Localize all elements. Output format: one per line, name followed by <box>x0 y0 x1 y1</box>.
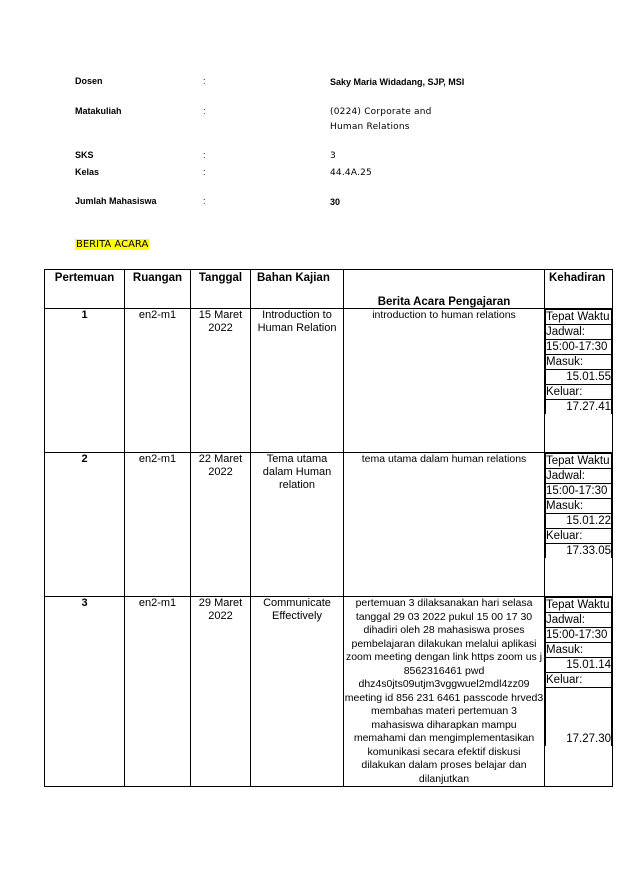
colon: : <box>203 196 206 206</box>
kehadiran-keluar: 17.27.41 <box>546 400 612 415</box>
header-tanggal: Tanggal <box>191 270 251 309</box>
kelas-label: Kelas <box>75 167 100 177</box>
kehadiran-masuk-label: Masuk: <box>546 355 612 370</box>
colon: : <box>203 167 206 177</box>
kehadiran-keluar-label: Keluar: <box>546 385 612 400</box>
cell-ruangan: en2-m1 <box>125 597 191 787</box>
cell-pertemuan: 3 <box>45 597 125 787</box>
cell-tanggal: 15 Maret 2022 <box>191 309 251 453</box>
kehadiran-masuk-label: Masuk: <box>546 499 612 514</box>
cell-kehadiran <box>545 597 613 787</box>
kelas-value: 44.4A.25 <box>330 168 372 178</box>
table-row <box>45 597 613 787</box>
kehadiran-detail <box>545 597 612 746</box>
colon: : <box>203 76 206 86</box>
kehadiran-status: Tepat Waktu <box>546 311 610 323</box>
dosen-value: Saky Maria Widadang, SJP, MSI <box>330 77 465 87</box>
header-berita-acara: Berita Acara Pengajaran <box>344 270 545 309</box>
kehadiran-detail <box>545 453 612 558</box>
kehadiran-jadwal-label: Jadwal: <box>546 325 612 340</box>
cell-berita: pertemuan 3 dilaksanakan hari selasa tanggal 29 03 2022 pukul 15 00 17 30 dihadiri oleh 28 mahasiswa proses pembelajaran dilakukan melalui aplikasi zoom meeting dengan link https zoom us j 8562316461 pwd dhz4s0jts09utjm3vggwuel2mdl4zz09 meeting id 856 231 6461 passcode hrved3 membahas materi pertemuan 3 mahasiswa diharapkan mampu memahami dan mengimplementasikan komunikasi secara efektif diskusi dilakukan dalam proses belajar dan dilanjutkan <box>344 597 544 785</box>
section-title: BERITA ACARA <box>76 239 149 250</box>
kehadiran-masuk: 15.01.14 <box>546 658 612 673</box>
kehadiran-masuk: 15.01.55 <box>546 370 612 385</box>
cell-ruangan: en2-m1 <box>125 309 191 453</box>
cell-bahan: Communicate Effectively <box>251 597 344 787</box>
kehadiran-masuk-label: Masuk: <box>546 643 612 658</box>
colon: : <box>203 150 206 160</box>
cell-tanggal: 29 Maret 2022 <box>191 597 251 787</box>
cell-kehadiran <box>545 309 613 453</box>
table-row <box>45 453 613 597</box>
kehadiran-detail <box>545 309 612 414</box>
jumlah-value: 30 <box>330 197 341 207</box>
cell-tanggal: 22 Maret 2022 <box>191 453 251 597</box>
dosen-label: Dosen <box>75 76 103 86</box>
kehadiran-jadwal-label: Jadwal: <box>546 469 612 484</box>
sks-label: SKS <box>75 150 94 160</box>
sks-value: 3 <box>330 151 336 161</box>
cell-ruangan: en2-m1 <box>125 453 191 597</box>
cell-bahan: Introduction to Human Relation <box>251 309 344 453</box>
matakuliah-value: (0224) Corporate and Human Relations <box>330 107 432 132</box>
cell-bahan: Tema utama dalam Human relation <box>251 453 344 597</box>
kehadiran-jadwal: 15:00-17:30 <box>546 484 612 499</box>
header-pertemuan: Pertemuan <box>45 270 125 309</box>
cell-pertemuan: 1 <box>45 309 125 453</box>
kehadiran-status: Tepat Waktu <box>546 599 610 611</box>
header-bahan-kajian: Bahan Kajian <box>251 270 344 309</box>
kehadiran-jadwal: 15:00-17:30 <box>546 628 612 643</box>
berita-acara-table <box>44 269 613 787</box>
cell-berita: tema utama dalam human relations <box>344 453 545 597</box>
kehadiran-status: Tepat Waktu <box>546 455 610 467</box>
cell-kehadiran <box>545 453 613 597</box>
colon: : <box>203 106 206 116</box>
cell-pertemuan: 2 <box>45 453 125 597</box>
matakuliah-label: Matakuliah <box>75 106 122 116</box>
kehadiran-keluar-label: Keluar: <box>546 673 612 688</box>
kehadiran-keluar-label: Keluar: <box>546 529 612 544</box>
table-header-row <box>45 270 613 309</box>
jumlah-label: Jumlah Mahasiswa <box>75 196 157 206</box>
cell-berita: introduction to human relations <box>344 309 545 453</box>
kehadiran-keluar: 17.33.05 <box>546 544 612 559</box>
table-row <box>45 309 613 453</box>
header-kehadiran: Kehadiran <box>545 270 613 309</box>
kehadiran-keluar: 17.27.30 <box>546 688 612 747</box>
kehadiran-jadwal-label: Jadwal: <box>546 613 612 628</box>
kehadiran-jadwal: 15:00-17:30 <box>546 340 612 355</box>
kehadiran-masuk: 15.01.22 <box>546 514 612 529</box>
header-ruangan: Ruangan <box>125 270 191 309</box>
